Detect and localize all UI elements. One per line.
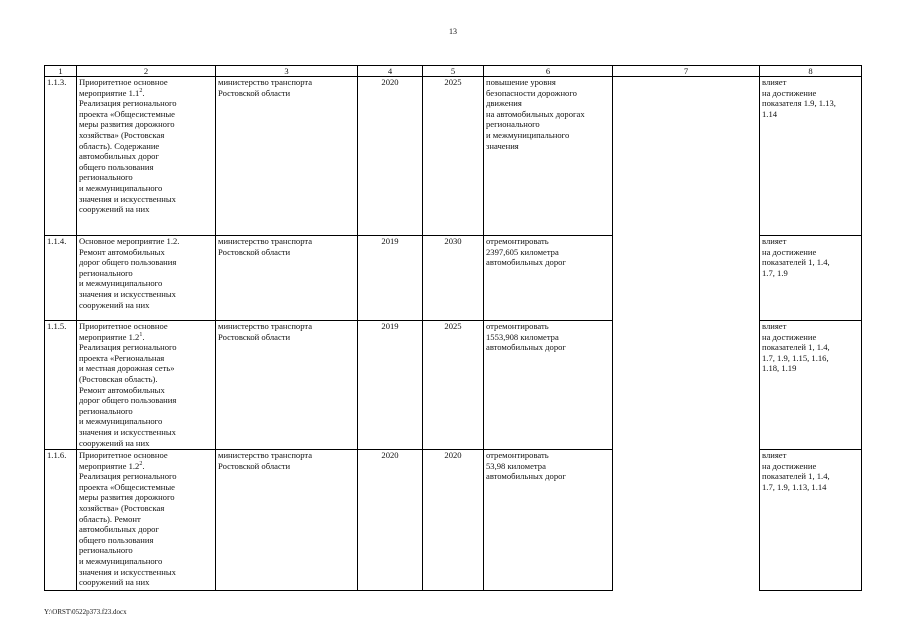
start-year: 2019 [358,236,423,321]
measures-table [44,65,862,591]
header-row [45,66,862,77]
header-col-1: 1 [45,66,77,77]
indicator-relation: влияет на достижение показателей 1, 1.4, 1.7, 1.9, 1.15, 1.16, 1.18, 1.19 [760,321,862,450]
header-col-6: 6 [484,66,613,77]
table-row [45,77,862,236]
row-number: 1.1.5. [45,321,77,450]
measure-name: Основное мероприятие 1.2. Ремонт автомобильных дорог общего пользования регионального и межмуниципального значения и искусственных сооружений на них [77,236,216,321]
page-number: 13 [449,27,457,36]
indicator-relation: влияет на достижение показателя 1.9, 1.13, 1.14 [760,77,862,236]
end-year: 2030 [423,236,484,321]
expected-result: отремонтировать 53,98 километра автомобильных дорог [484,450,613,591]
measure-name: Приоритетное основное мероприятие $1.2^1$. Реализация регионального проекта «Региональная и местная дорожная сеть» (Ростовская область). Ремонт автомобильных дорог общего пользования регионального и межмуниципального значения и искусственных сооружений на них [77,321,216,450]
end-year: 2025 [423,77,484,236]
indicator-relation: влияет на достижение показателей 1, 1.4, 1.7, 1.9 [760,236,862,321]
expected-result: повышение уровня безопасности дорожного движения на автомобильных дорогах регионального и межмуниципального значения [484,77,613,236]
measure-name: Приоритетное основное мероприятие $1.1^2$. Реализация регионального проекта «Общесистемные меры развития дорожного хозяйства» (Ростовская область). Содержание автомобильных дорог общего пользования регионального и межмуниципального значения и искусственных сооружений на них [77,77,216,236]
header-col-7: 7 [613,66,760,77]
executor: министерство транспорта Ростовской области [216,236,358,321]
executor: министерство транспорта Ростовской области [216,77,358,236]
consequences-cell [613,77,760,591]
footer-file-path: Y:\ORST\0522p373.f23.docx [44,608,127,616]
header-col-4: 4 [358,66,423,77]
end-year: 2020 [423,450,484,591]
indicator-relation: влияет на достижение показателей 1, 1.4, 1.7, 1.9, 1.13, 1.14 [760,450,862,591]
start-year: 2020 [358,450,423,591]
executor: министерство транспорта Ростовской области [216,450,358,591]
start-year: 2020 [358,77,423,236]
row-number: 1.1.4. [45,236,77,321]
header-col-5: 5 [423,66,484,77]
expected-result: отремонтировать 1553,908 километра автомобильных дорог [484,321,613,450]
header-col-3: 3 [216,66,358,77]
measure-name: Приоритетное основное мероприятие $1.2^2$. Реализация регионального проекта «Общесистемные меры развития дорожного хозяйства» (Ростовская область). Ремонт автомобильных дорог общего пользования регионального и межмуниципального значения и искусственных сооружений на них [77,450,216,591]
end-year: 2025 [423,321,484,450]
start-year: 2019 [358,321,423,450]
header-col-8: 8 [760,66,862,77]
row-number: 1.1.6. [45,450,77,591]
row-number: 1.1.3. [45,77,77,236]
header-col-2: 2 [77,66,216,77]
executor: министерство транспорта Ростовской области [216,321,358,450]
expected-result: отремонтировать 2397,605 километра автомобильных дорог [484,236,613,321]
